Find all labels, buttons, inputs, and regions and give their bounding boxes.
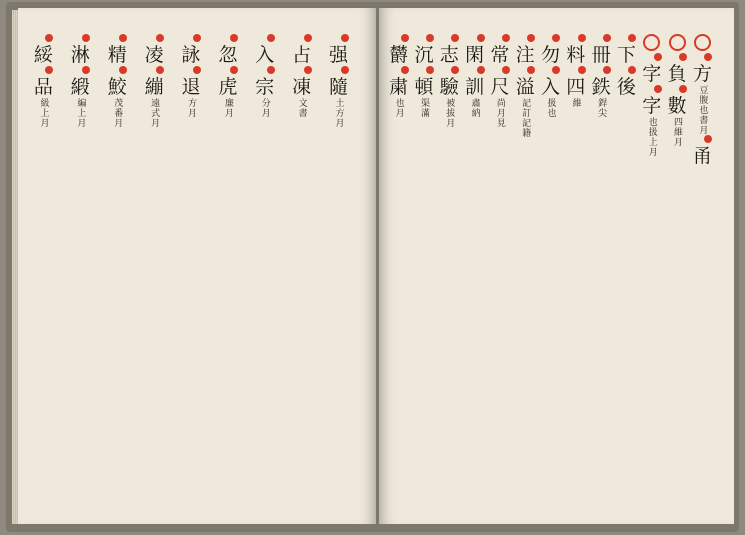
head-character: 負 (667, 63, 687, 85)
annotation-text: 編上月 (75, 98, 86, 128)
red-dot-mark (704, 53, 712, 61)
head-character: 冊 (591, 44, 611, 66)
red-dot-mark (451, 66, 459, 74)
red-dot-mark (267, 34, 275, 42)
head-character: 下 (616, 44, 636, 66)
head-character: 欝 (389, 44, 409, 66)
red-dot-mark (578, 34, 586, 42)
right_page-column (564, 34, 587, 108)
red-dot-mark (401, 34, 409, 42)
annotation-text: 銲尖 (596, 98, 607, 118)
annotation-text: 肅納 (469, 98, 480, 118)
red-dot-mark (45, 66, 53, 74)
head-character: 精 (107, 44, 127, 66)
annotation-text: 維 (570, 98, 581, 108)
head-character: 凍 (292, 76, 312, 98)
head-character: 宗 (255, 76, 275, 98)
right_page-column (514, 34, 537, 138)
red-dot-mark (502, 34, 510, 42)
left_page-column (137, 34, 172, 128)
annotation-text: 茂番月 (112, 98, 123, 128)
right_page-column (412, 34, 435, 118)
red-dot-mark (193, 34, 201, 42)
right-page (379, 8, 734, 524)
head-character: 粛 (389, 76, 409, 98)
head-character: 繃 (144, 76, 164, 98)
head-character: 入 (540, 76, 560, 98)
head-character: 注 (515, 44, 535, 66)
red-dot-mark (230, 66, 238, 74)
annotation-text: 廉月 (222, 98, 233, 118)
annotation-text: 文書 (296, 98, 307, 118)
head-character: 鉄 (591, 76, 611, 98)
red-dot-mark (119, 34, 127, 42)
red-dot-mark (82, 66, 90, 74)
red-dot-mark (628, 34, 636, 42)
annotation-text: 分月 (259, 98, 270, 118)
annotation-text: 四維月 (672, 117, 683, 147)
head-character: 後 (616, 76, 636, 98)
annotation-text: 渠滿 (418, 98, 429, 118)
head-character: 退 (181, 76, 201, 98)
red-dot-mark (119, 66, 127, 74)
right_page-column (589, 34, 612, 118)
annotation-text: 遠式月 (149, 98, 160, 128)
head-character: 方 (692, 63, 712, 85)
left_page-column (174, 34, 209, 118)
red-dot-mark (654, 85, 662, 93)
head-character: 詠 (181, 44, 201, 66)
red-dot-mark (45, 34, 53, 42)
left_page-column (26, 34, 61, 128)
red-circle-mark (694, 34, 711, 51)
head-character: 閑 (465, 44, 485, 66)
red-dot-mark (304, 66, 312, 74)
head-character: 驗 (439, 76, 459, 98)
head-character: 四 (566, 76, 586, 98)
right_page-column (665, 34, 688, 147)
left-page (18, 8, 376, 524)
annotation-text: 記訂記籍 (520, 98, 531, 138)
red-dot-mark (704, 135, 712, 143)
head-character: 志 (439, 44, 459, 66)
red-dot-mark (304, 34, 312, 42)
annotation-text: 尚月見 (494, 98, 505, 128)
red-dot-mark (193, 66, 201, 74)
left_page-column (63, 34, 98, 128)
red-dot-mark (654, 53, 662, 61)
red-circle-mark (669, 34, 686, 51)
left_page-column (210, 34, 245, 118)
head-character: 占 (292, 44, 312, 66)
red-dot-mark (341, 34, 349, 42)
red-circle-mark (643, 34, 660, 51)
annotation-text: 也扱上月 (646, 117, 657, 157)
right_page-column (488, 34, 511, 128)
head-character: 虎 (218, 76, 238, 98)
red-dot-mark (578, 66, 586, 74)
left_page-column (321, 34, 356, 128)
head-character: 甬 (692, 145, 712, 167)
head-character: 勿 (540, 44, 560, 66)
annotation-text: 土方月 (333, 98, 344, 128)
right_page-column (615, 34, 638, 98)
red-dot-mark (477, 66, 485, 74)
head-character: 數 (667, 95, 687, 117)
annotation-text: 級上月 (38, 98, 49, 128)
red-dot-mark (426, 34, 434, 42)
red-dot-mark (679, 85, 687, 93)
annotation-text: 方月 (185, 98, 196, 118)
right_page-column (691, 34, 714, 167)
red-dot-mark (230, 34, 238, 42)
head-character: 凌 (144, 44, 164, 66)
red-dot-mark (603, 34, 611, 42)
red-dot-mark (679, 53, 687, 61)
red-dot-mark (401, 66, 409, 74)
red-dot-mark (603, 66, 611, 74)
right_page-column (640, 34, 663, 157)
red-dot-mark (552, 34, 560, 42)
head-character: 沉 (414, 44, 434, 66)
head-character: 頓 (414, 76, 434, 98)
red-dot-mark (527, 66, 535, 74)
head-character: 料 (566, 44, 586, 66)
annotation-text: 也月 (393, 98, 404, 118)
head-character: 品 (33, 76, 53, 98)
red-dot-mark (156, 66, 164, 74)
red-dot-mark (267, 66, 275, 74)
head-character: 隨 (329, 76, 349, 98)
annotation-text: 被拔月 (444, 98, 455, 128)
head-character: 字 (642, 63, 662, 85)
right_page-column (438, 34, 461, 128)
head-character: 强 (329, 44, 349, 66)
red-dot-mark (156, 34, 164, 42)
head-character: 常 (490, 44, 510, 66)
head-character: 尺 (490, 76, 510, 98)
head-character: 字 (642, 95, 662, 117)
red-dot-mark (426, 66, 434, 74)
red-dot-mark (451, 34, 459, 42)
head-character: 入 (255, 44, 275, 66)
red-dot-mark (502, 66, 510, 74)
head-character: 淋 (70, 44, 90, 66)
annotation-text: 豆腹也書月 (697, 85, 708, 135)
head-character: 鮫 (107, 76, 127, 98)
annotation-text: 扱也 (545, 98, 556, 118)
left_page-column (100, 34, 135, 128)
right_page-column (463, 34, 486, 118)
left_page-column (284, 34, 319, 118)
red-dot-mark (552, 66, 560, 74)
red-dot-mark (82, 34, 90, 42)
red-dot-mark (477, 34, 485, 42)
red-dot-mark (527, 34, 535, 42)
right_page-column (539, 34, 562, 118)
red-dot-mark (341, 66, 349, 74)
right_page-column (387, 34, 410, 118)
head-character: 訓 (465, 76, 485, 98)
left_page-column (247, 34, 282, 118)
head-character: 溢 (515, 76, 535, 98)
head-character: 緞 (70, 76, 90, 98)
head-character: 忽 (218, 44, 238, 66)
head-character: 綏 (33, 44, 53, 66)
book (6, 2, 739, 532)
red-dot-mark (628, 66, 636, 74)
